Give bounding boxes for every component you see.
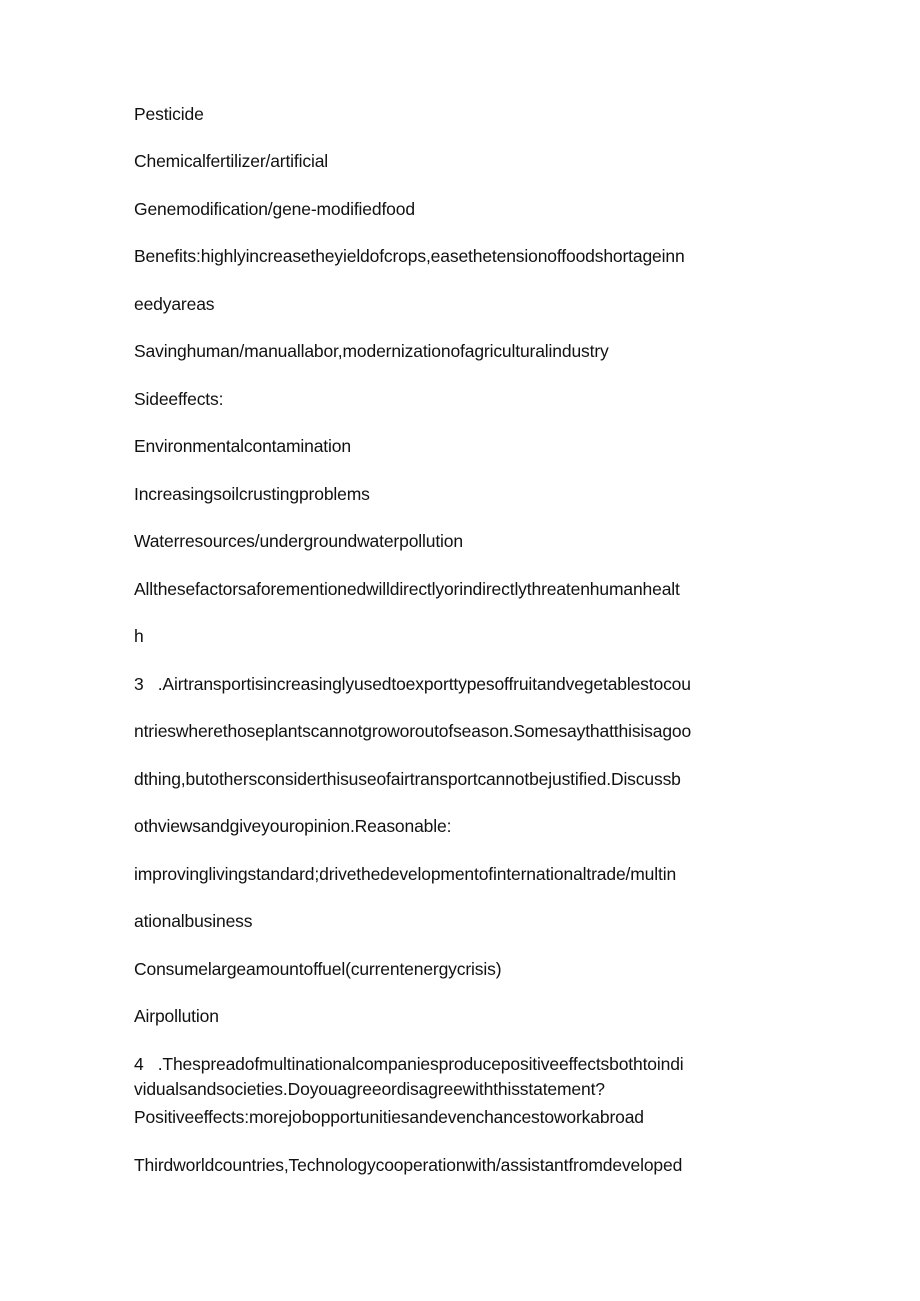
text-line: Allthesefactorsaforementionedwilldirectlyorindirectlythreatenhumanhealt xyxy=(134,579,680,599)
text-line: eedyareas xyxy=(134,294,215,314)
text-line: Positiveeffects:morejobopportunitiesandevenchancestoworkabroad xyxy=(134,1107,644,1127)
text-line: Thirdworldcountries,Technologycooperationwith/assistantfromdeveloped xyxy=(134,1155,683,1175)
text-line: 3 .Airtransportisincreasinglyusedtoexporttypesoffruitandvegetablestocou xyxy=(134,674,691,694)
text-line: Consumelargeamountoffuel(currentenergycrisis) xyxy=(134,959,502,979)
text-line: Benefits:highlyincreasetheyieldofcrops,easethetensionoffoodshortageinn xyxy=(134,246,685,266)
text-line: ntrieswherethoseplantscannotgroworoutofseason.Somesaythatthisisagoo xyxy=(134,721,692,741)
text-line: dthing,butothersconsiderthisuseofairtransportcannotbejustified.Discussb xyxy=(134,769,681,789)
text-line: Airpollution xyxy=(134,1006,219,1026)
text-line: Pesticide xyxy=(134,104,204,124)
text-line: Increasingsoilcrustingproblems xyxy=(134,484,370,504)
text-line: Waterresources/undergroundwaterpollution xyxy=(134,531,463,551)
text-line: Chemicalfertilizer/artificial xyxy=(134,151,329,171)
text-line: Sideeffects: xyxy=(134,389,224,409)
text-line: Environmentalcontamination xyxy=(134,436,351,456)
text-line: 4 .Thespreadofmultinationalcompaniesproducepositiveeffectsbothtoindi xyxy=(134,1054,684,1074)
text-line: Genemodification/gene-modifiedfood xyxy=(134,199,415,219)
text-line: vidualsandsocieties.Doyouagreeordisagreewiththisstatement? xyxy=(134,1079,605,1099)
text-line: Savinghuman/manuallabor,modernizationofagriculturalindustry xyxy=(134,341,609,361)
text-line: h xyxy=(134,626,144,646)
text-line: ationalbusiness xyxy=(134,911,253,931)
text-line: othviewsandgiveyouropinion.Reasonable: xyxy=(134,816,452,836)
text-line: improvinglivingstandard;drivethedevelopmentofinternationaltrade/multin xyxy=(134,864,677,884)
